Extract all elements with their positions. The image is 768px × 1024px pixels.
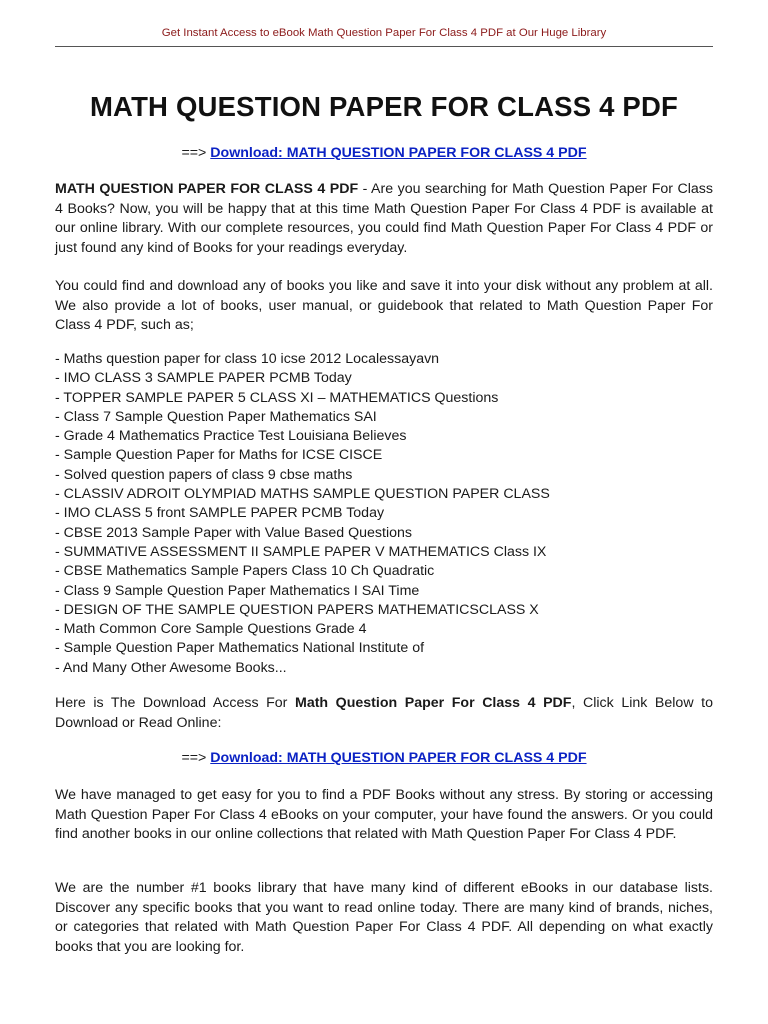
list-item: - IMO CLASS 5 front SAMPLE PAPER PCMB Today [55, 505, 385, 522]
list-item: - Grade 4 Mathematics Practice Test Louisiana Believes [55, 428, 407, 445]
list-item: - Maths question paper for class 10 icse 2012 Localessayavn [55, 351, 440, 367]
list-item: - TOPPER SAMPLE PAPER 5 CLASS XI – MATHEMATICS Questions [55, 389, 499, 406]
access-post: , Click Link Below to Download or Read Online: [55, 695, 713, 731]
intro-paragraph [55, 180, 713, 258]
intro-bold-title: MATH QUESTION PAPER FOR CLASS 4 PDF [55, 181, 359, 197]
download-line-top [55, 145, 713, 161]
header-banner: Get Instant Access to eBook Math Question Paper For Class 4 PDF at Our Huge Library [161, 27, 607, 39]
list-item: - Solved question papers of class 9 cbse maths [55, 466, 353, 483]
list-item: - IMO CLASS 3 SAMPLE PAPER PCMB Today [55, 370, 352, 387]
list-item: - Sample Question Paper for Maths for ICSE CISCE [55, 447, 383, 464]
download-link-top[interactable]: Download: MATH QUESTION PAPER FOR CLASS 4 PDF [210, 145, 587, 161]
list-item: - SUMMATIVE ASSESSMENT II SAMPLE PAPER V MATHEMATICS Class IX [55, 543, 547, 560]
list-item: - Class 7 Sample Question Paper Mathematics SAI [55, 408, 377, 425]
list-item: - Class 9 Sample Question Paper Mathematics I SAI Time [55, 582, 420, 599]
header-divider [55, 46, 713, 47]
list-item: - And Many Other Awesome Books... [55, 659, 287, 676]
paragraph-related-books: You could find and download any of books you like and save it into your disk without any problem at all. We also provide a lot of books, user manual, or guidebook that related to Math Question Paper For Class 4 PDF, such as; [55, 278, 713, 333]
download-link-bottom[interactable]: Download: MATH QUESTION PAPER FOR CLASS 4 PDF [210, 750, 587, 766]
access-paragraph [55, 694, 713, 733]
list-item: - CBSE Mathematics Sample Papers Class 10 Ch Quadratic [55, 563, 435, 580]
access-bold: Math Question Paper For Class 4 PDF [295, 695, 572, 711]
list-item: - DESIGN OF THE SAMPLE QUESTION PAPERS MATHEMATICSCLASS X [55, 601, 539, 618]
book-list [55, 350, 713, 678]
intro-text: - Are you searching for Math Question Paper For Class 4 Books? Now, you will be happy that at this time Math Question Paper For Class 4 PDF is available at our online library. With our complete resources, you could find Math Question Paper For Class 4 PDF or just found any kind of Books for your readings everyday. [55, 181, 713, 256]
download-arrow: ==> [181, 750, 207, 766]
download-line-bottom [55, 750, 713, 766]
list-item: - CBSE 2013 Sample Paper with Value Based Questions [55, 524, 412, 541]
access-pre: Here is The Download Access For [55, 695, 295, 711]
list-item: - Math Common Core Sample Questions Grade 4 [55, 621, 367, 638]
paragraph-managed: We have managed to get easy for you to find a PDF Books without any stress. By storing or accessing Math Question Paper For Class 4 eBooks on your computer, your have found the answers. Or you could find another books in our online collections that related with Math Question Paper For Class 4 PDF. [55, 787, 713, 842]
page-title: MATH QUESTION PAPER FOR CLASS 4 PDF [89, 91, 679, 122]
download-arrow: ==> [181, 145, 207, 161]
list-item: - Sample Question Paper Mathematics National Institute of [55, 640, 425, 657]
list-item: - CLASSIV ADROIT OLYMPIAD MATHS SAMPLE QUESTION PAPER CLASS [55, 486, 550, 503]
paragraph-number-one: We are the number #1 books library that have many kind of different eBooks in our database lists. Discover any specific books that you want to read online today. There are many kind of brands, niches, or categories that related with Math Question Paper For Class 4 PDF. All depending on what exactly books that you are looking for. [55, 880, 713, 955]
